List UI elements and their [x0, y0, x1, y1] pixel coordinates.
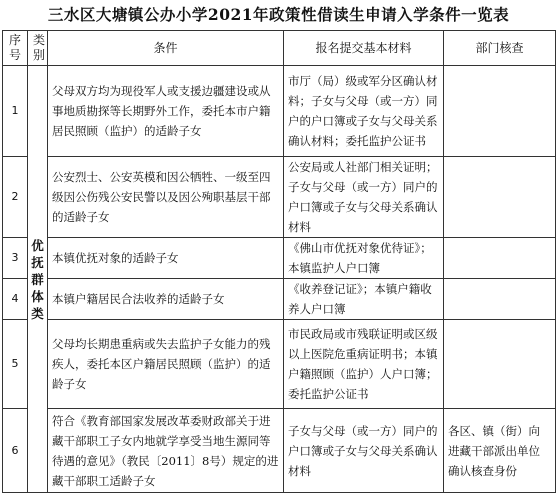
table-header-row: [3, 31, 556, 66]
table-row: [3, 157, 556, 238]
row-condition: 本镇户籍居民合法收养的适龄子女: [48, 279, 284, 320]
header-condition: 条件: [48, 31, 284, 66]
row-seq: 5: [3, 320, 28, 409]
category-cell: 优抚群体类: [28, 66, 48, 493]
table-row: [3, 66, 556, 157]
page-title: 三水区大塘镇公办小学2021年政策性借读生申请入学条件一览表: [47, 5, 510, 24]
table-row: [3, 238, 556, 279]
row-verification: 各区、镇（街）向进藏干部派出单位确认核查身份: [444, 409, 556, 493]
row-verification: [444, 238, 556, 279]
header-materials: 报名提交基本材料: [284, 31, 444, 66]
row-condition: 符合《教育部国家发展改革委财政部关于进藏干部职工子女内地就学享受当地生源同等待遇的意见》（教民〔2011〕8号）规定的进藏干部职工适龄子女: [48, 409, 284, 493]
row-materials: 《收养登记证》；本镇户籍收养人户口簿: [284, 279, 444, 320]
header-seq: 序号: [3, 31, 28, 66]
row-materials: 市民政局或市残联证明或区级以上医院危重病证明书；本镇户籍照顾（监护）人户口簿；委托监护公证书: [284, 320, 444, 409]
row-verification: [444, 279, 556, 320]
row-verification: [444, 320, 556, 409]
row-materials: 《佛山市优抚对象优待证》；本镇监护人户口簿: [284, 238, 444, 279]
row-verification: [444, 157, 556, 238]
row-condition: 本镇优抚对象的适龄子女: [48, 238, 284, 279]
row-materials: 子女与父母（或一方）同户的户口簿或子女与父母关系确认材料: [284, 409, 444, 493]
table-row: [3, 409, 556, 493]
row-seq: 2: [3, 157, 28, 238]
row-materials: 市厅（局）级或军分区确认材料；子女与父母（或一方）同户的户口簿或子女与父母关系确认材料；委托监护公证书: [284, 66, 444, 157]
row-seq: 6: [3, 409, 28, 493]
table-row: [3, 320, 556, 409]
row-condition: 父母双方均为现役军人或支援边疆建设或从事地质勘探等长期野外工作，委托本市户籍居民照顾（监护）的适龄子女: [48, 66, 284, 157]
row-seq: 3: [3, 238, 28, 279]
row-seq: 1: [3, 66, 28, 157]
row-verification: [444, 66, 556, 157]
row-condition: 公安烈士、公安英模和因公牺牲、一级至四级因公伤残公安民警以及因公殉职基层干部的适龄子女: [48, 157, 284, 238]
admission-conditions-table: [2, 30, 556, 493]
row-condition: 父母均长期患重病或失去监护子女能力的残疾人，委托本区户籍居民照顾（监护）的适龄子女: [48, 320, 284, 409]
header-verification: 部门核查: [444, 31, 556, 66]
row-materials: 公安局或人社部门相关证明；子女与父母（或一方）同户的户口簿或子女与父母关系确认材料: [284, 157, 444, 238]
table-row: [3, 279, 556, 320]
header-category: 类别: [28, 31, 48, 66]
row-seq: 4: [3, 279, 28, 320]
